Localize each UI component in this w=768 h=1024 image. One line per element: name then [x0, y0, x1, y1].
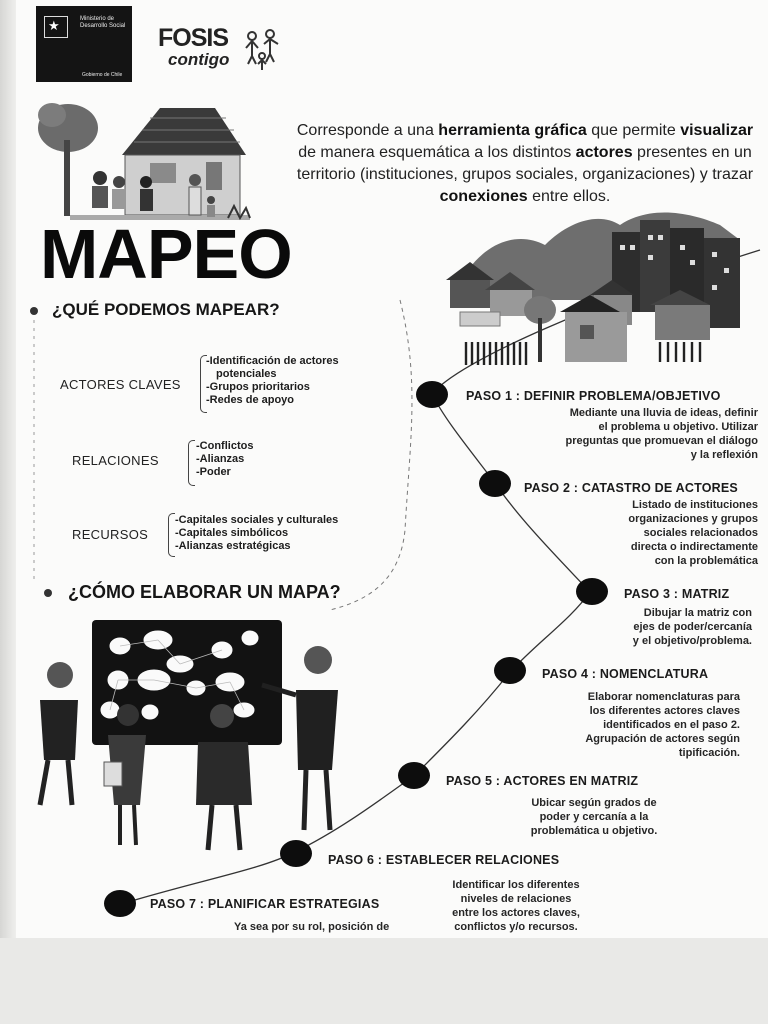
step-6-marker	[280, 840, 312, 867]
desc-line: y la reflexión	[690, 449, 758, 461]
desc-line: Dibujar la matriz con	[643, 607, 752, 619]
desc-line: Identificar los diferentes	[452, 879, 580, 891]
desc-line: entre los actores claves,	[452, 907, 580, 919]
list-item: -Alianzas	[196, 453, 245, 465]
desc-line: Elaborar nomenclaturas para	[587, 691, 740, 703]
list-item: -Grupos prioritarios	[206, 381, 310, 393]
step-3-description	[592, 606, 752, 648]
intro-text-5: entre ellos.	[527, 188, 611, 205]
step-7-marker	[104, 890, 136, 917]
step-2-marker	[479, 470, 511, 497]
intro-text-4: presentes en un territorio (instituciones, grupos sociales, organizaciones) y trazar	[296, 144, 754, 183]
desc-line: Ya sea por su rol, posición de	[234, 921, 390, 933]
brace-recursos	[168, 513, 175, 557]
step-7-title: PASO 7 : PLANIFICAR ESTRATEGIAS	[150, 897, 380, 911]
category-actores-claves: ACTORES CLAVES	[60, 377, 181, 392]
intro-text-1: Corresponde a una	[296, 122, 439, 139]
desc-line: sociales relacionados	[643, 527, 758, 539]
step-1-title: PASO 1 : DEFINIR PROBLEMA/OBJETIVO	[466, 389, 721, 403]
intro-bold-2: visualizar	[680, 122, 754, 139]
house-illustration	[38, 103, 250, 220]
city-illustration	[446, 212, 740, 365]
step-5-marker	[398, 762, 430, 789]
desc-line: tipificación.	[678, 747, 740, 759]
step-3-marker	[576, 578, 608, 605]
list-item: -Redes de apoyo	[206, 394, 295, 406]
list-item: -Capitales simbólicos	[175, 527, 289, 539]
list-item: -Capitales sociales y culturales	[175, 514, 339, 526]
step-3-title: PASO 3 : MATRIZ	[624, 587, 730, 601]
desc-line: organizaciones y grupos	[628, 513, 758, 525]
step-2-title: PASO 2 : CATASTRO DE ACTORES	[524, 481, 738, 495]
fosis-people-icon	[240, 26, 290, 78]
desc-line: con la problemática	[654, 555, 758, 567]
desc-line: Ubicar según grados de	[531, 797, 657, 809]
que-mapear-heading: ¿QUÉ PODEMOS MAPEAR?	[52, 300, 280, 319]
relaciones-list	[196, 440, 253, 479]
step-5-description	[506, 796, 682, 838]
brace-relaciones	[188, 440, 195, 486]
step-1-marker	[416, 381, 448, 408]
list-item: -Identificación de actores	[206, 355, 339, 367]
step-7-description	[234, 920, 424, 934]
intro-bold-3: actores	[575, 144, 633, 161]
fosis-logo-text: FOSIS	[158, 24, 229, 52]
step-5-title: PASO 5 : ACTORES EN MATRIZ	[446, 774, 639, 788]
step-4-description	[546, 690, 740, 760]
desc-line: preguntas que promuevan el diálogo	[565, 435, 758, 447]
list-item: -Alianzas estratégicas	[175, 540, 291, 552]
desc-line: y el objetivo/problema.	[632, 635, 752, 647]
recursos-list	[175, 514, 338, 553]
step-1-description	[512, 406, 758, 462]
dashed-divider	[330, 300, 412, 610]
team-illustration	[40, 620, 338, 850]
ministry-label: Ministerio de Desarrollo Social	[80, 16, 126, 29]
category-recursos: RECURSOS	[72, 527, 149, 542]
chile-flag-icon	[44, 16, 68, 38]
list-item: potenciales	[216, 368, 277, 380]
desc-line: Mediante una lluvia de ideas, definir	[569, 407, 758, 419]
intro-text-3: de manera esquemática a los distintos	[298, 144, 576, 161]
desc-line: conflictos y/o recursos.	[454, 921, 578, 933]
step-4-title: PASO 4 : NOMENCLATURA	[542, 667, 709, 681]
step-2-description	[582, 498, 758, 568]
actores-claves-list	[206, 355, 339, 407]
desc-line: los diferentes actores claves	[589, 705, 740, 717]
desc-line: directa o indirectamente	[630, 541, 758, 553]
desc-line: el problema u objetivo. Utilizar	[598, 421, 758, 433]
intro-paragraph	[292, 120, 758, 208]
section-bullet	[30, 307, 38, 315]
government-label: Gobierno de Chile	[82, 72, 123, 78]
desc-line: Agrupación de actores según	[585, 733, 740, 745]
category-relaciones: RELACIONES	[72, 453, 159, 468]
page-title: MAPEO	[40, 215, 292, 293]
desc-line: poder y cercanía a la	[539, 811, 649, 823]
como-elaborar-heading: ¿CÓMO ELABORAR UN MAPA?	[68, 582, 341, 602]
desc-line: problemática u objetivo.	[530, 825, 658, 837]
section-bullet	[44, 589, 52, 597]
desc-line: Listado de instituciones	[632, 499, 758, 511]
step-6-description	[428, 878, 604, 934]
desc-line: identificados en el paso 2.	[603, 719, 740, 731]
scan-background	[0, 938, 768, 1024]
desc-line: niveles de relaciones	[460, 893, 572, 905]
step-4-marker	[494, 657, 526, 684]
desc-line: ejes de poder/cercanía	[633, 621, 752, 633]
intro-bold-1: herramienta gráfica	[438, 122, 587, 139]
government-logo	[36, 6, 132, 82]
step-6-title: PASO 6 : ESTABLECER RELACIONES	[328, 853, 560, 867]
fosis-logo-subtext: contigo	[168, 50, 230, 69]
intro-text-2: que permite	[586, 122, 681, 139]
list-item: -Poder	[196, 466, 231, 478]
intro-bold-4: conexiones	[439, 188, 528, 205]
list-item: -Conflictos	[196, 440, 254, 452]
